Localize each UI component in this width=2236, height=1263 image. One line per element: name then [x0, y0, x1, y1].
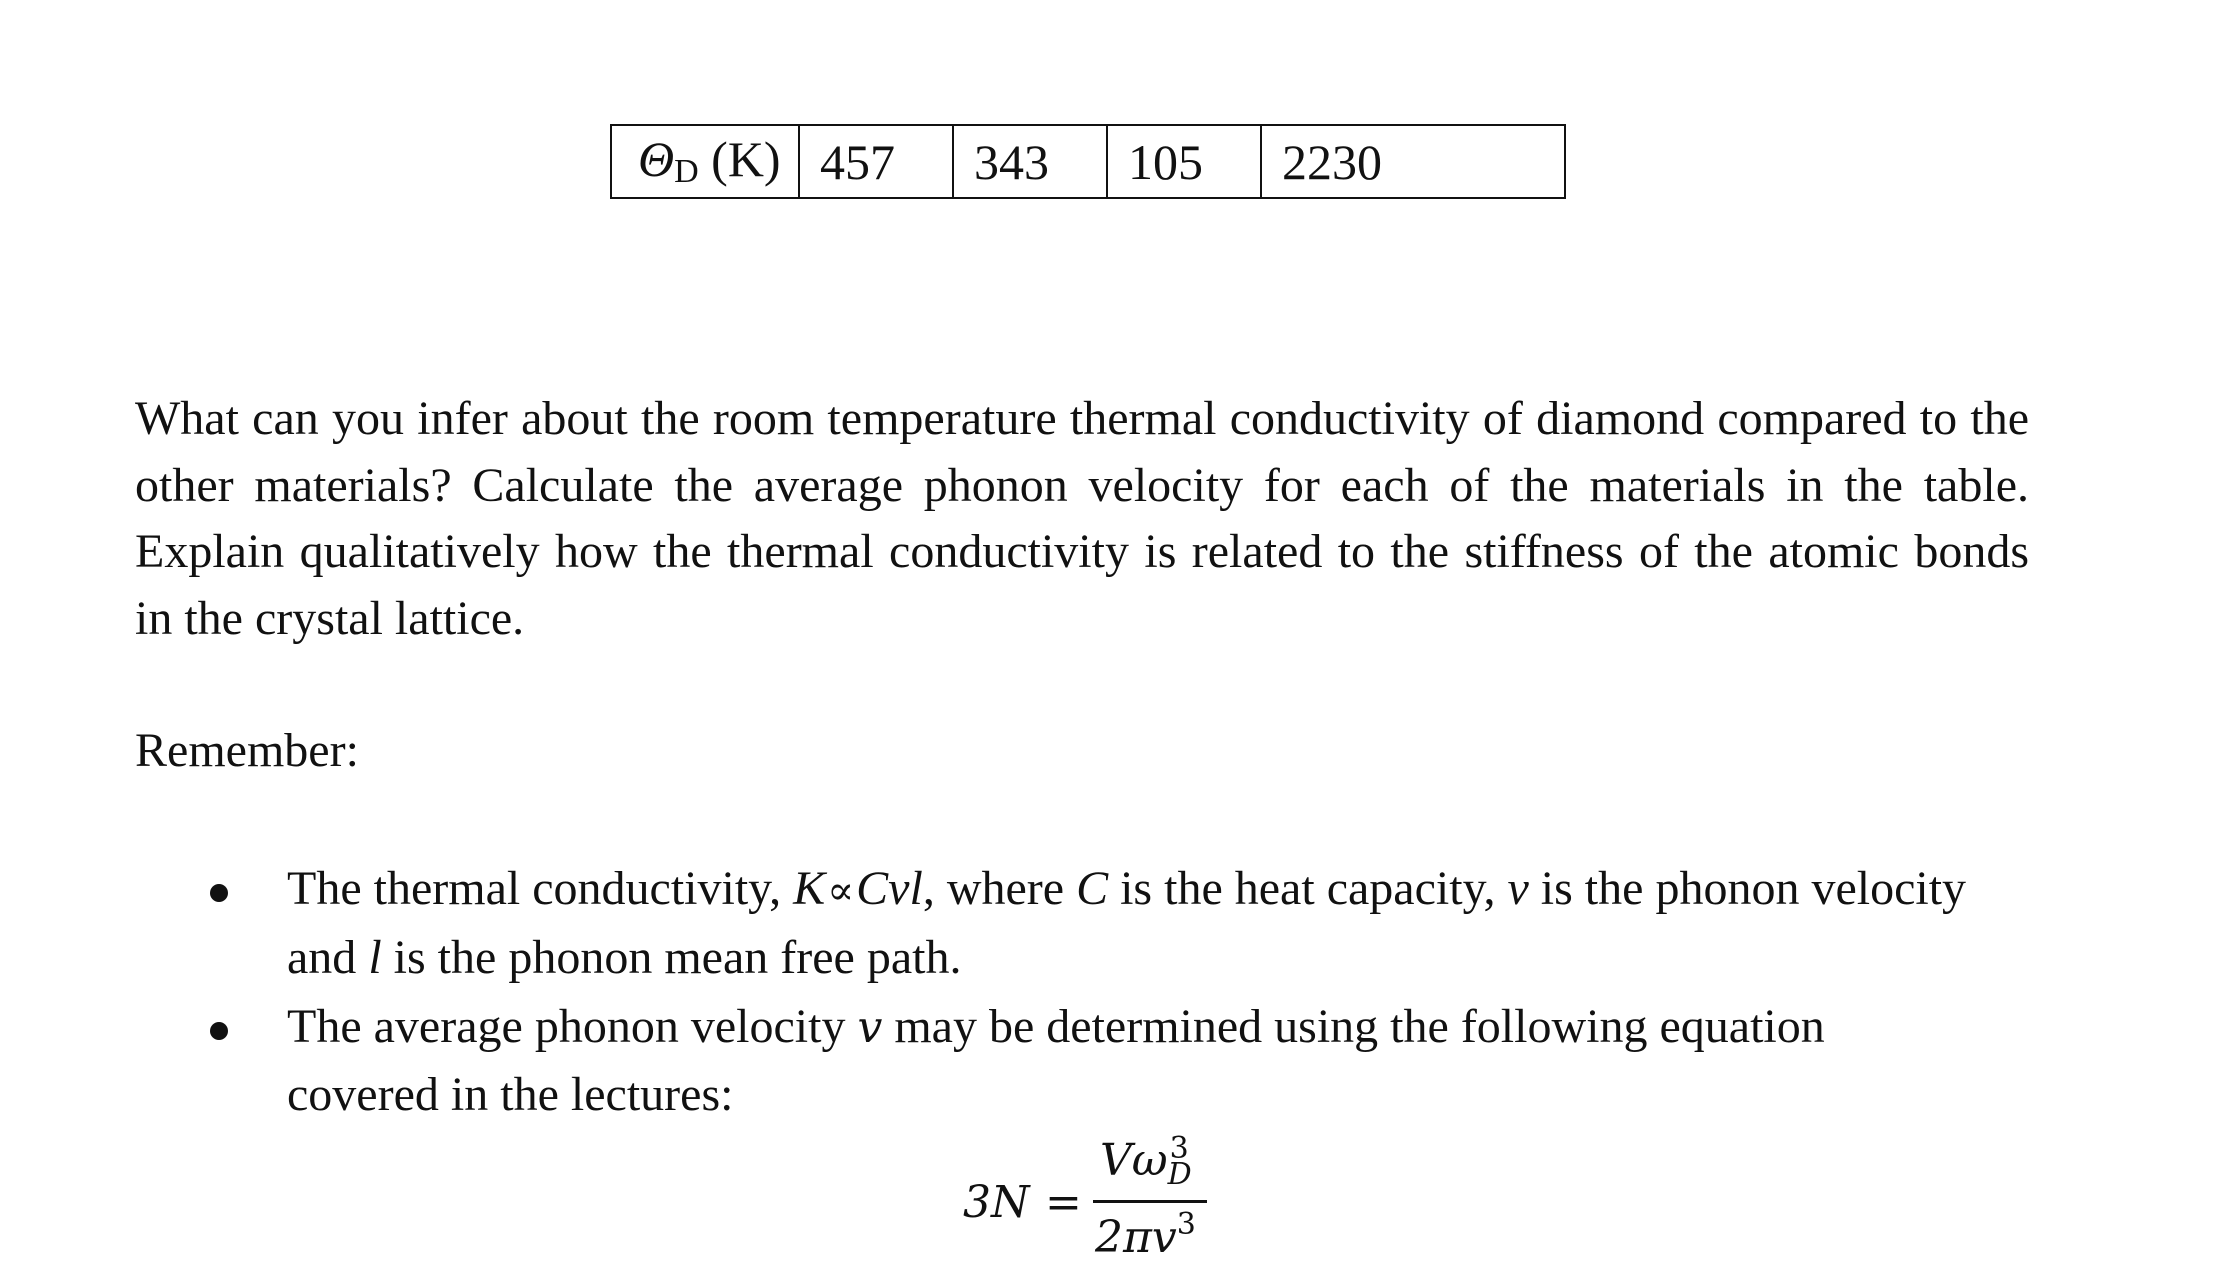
table-cell: 2230 — [1261, 125, 1565, 198]
list-item — [0, 856, 1967, 991]
numerator-subscript: D — [1167, 1157, 1192, 1192]
bullet-text: , where — [922, 862, 1077, 915]
bullet-icon — [210, 1022, 228, 1040]
equation-numerator — [1100, 1131, 1196, 1192]
numerator-superscript: 3 — [1169, 1131, 1189, 1166]
question-paragraph: What can you infer about the room temperature thermal conductivity of diamond compared to the other materials? Calculate the average phonon velocity for each of the materials in the table. Explain qualitatively how the thermal conductivity is related to the stiffness of the atomic bonds in the crystal lattice. — [135, 392, 2029, 645]
bullet-text: may be determined using the following equation covered in the lectures: — [287, 1000, 1825, 1121]
theta-symbol: Θ — [638, 131, 675, 187]
list-item — [0, 994, 1967, 1128]
numerator-scripts — [1167, 1131, 1196, 1192]
equation-lhs: 3N — [963, 1177, 1030, 1228]
numerator-base: Vω — [1100, 1135, 1168, 1186]
remember-label: Remember: — [135, 724, 359, 777]
bullet-text: is the heat capacity, — [1108, 862, 1508, 915]
proportional-symbol: ∝ — [827, 868, 855, 913]
table-row-header — [611, 125, 799, 198]
unit-label: (K) — [698, 131, 781, 187]
var-cvl: Cvl — [856, 862, 923, 915]
denominator-superscript: 3 — [1176, 1207, 1196, 1242]
hint-list — [0, 856, 2236, 1128]
fraction-bar — [1093, 1200, 1207, 1203]
bullet-icon — [210, 884, 228, 902]
equation-denominator — [1095, 1207, 1196, 1263]
equals-sign: = — [1045, 1177, 1082, 1228]
var-l: l — [368, 930, 382, 984]
var-c: C — [1076, 862, 1109, 915]
bullet-text: The thermal conductivity, — [287, 862, 794, 915]
bullet-text: The average phonon velocity — [287, 1000, 858, 1053]
table-cell: 457 — [799, 125, 953, 198]
var-k: K — [793, 862, 826, 915]
var-v-math: v — [857, 1002, 883, 1053]
var-v: v — [1507, 862, 1529, 915]
table-cell: 105 — [1107, 125, 1261, 198]
denominator-base: 2πv — [1095, 1212, 1177, 1263]
table-cell: 343 — [953, 125, 1107, 198]
bullet-text: is the phonon mean free path. — [381, 930, 962, 984]
theta-subscript: D — [674, 153, 699, 190]
debye-temperature-table — [610, 124, 1566, 199]
table-row — [611, 125, 1565, 198]
bullet-text: is the phonon velocity and — [287, 862, 1967, 984]
